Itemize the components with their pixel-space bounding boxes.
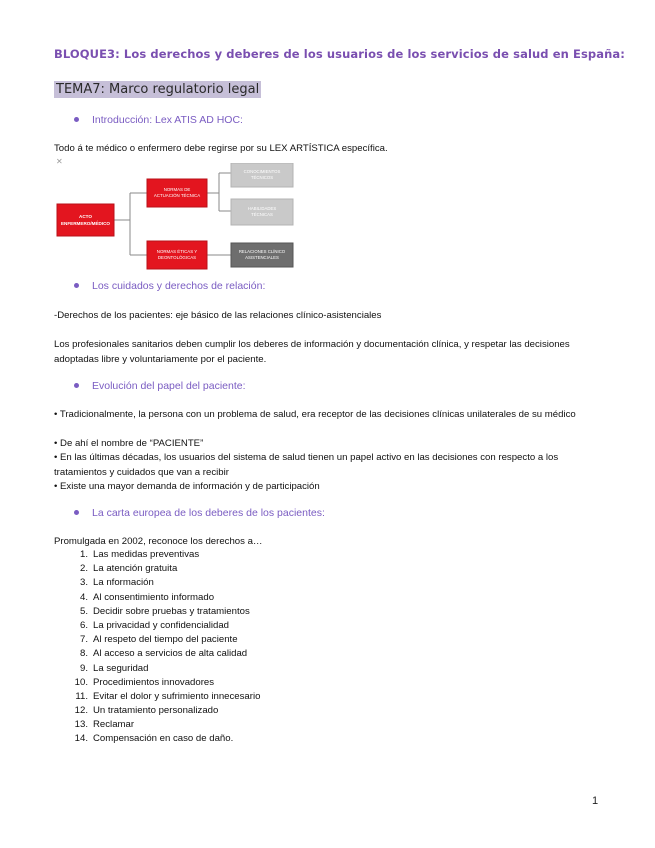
acto-diagram [54,163,304,275]
list-item: 14. Compensación en caso de daño. [74,733,234,745]
bullet-icon [74,383,79,388]
habilidades-label-2: TÉCNICAS [251,212,273,217]
list-item: 8. Al acceso a servicios de alta calidad [79,648,248,660]
evolucion-line-3: • En las últimas décadas, los usuarios del sistema de salud tienen un papel activo en las decisiones con respecto a los tratamientos y cuidados que van a recibir [54,452,559,478]
list-item: 1. Las medidas preventivas [79,549,200,560]
list-item: 2. La atención gratuita [79,563,178,575]
list-item: 9. La seguridad [79,662,149,674]
conocimientos-label-1: CONOCIMIENTOS [243,169,281,174]
intro-text: Todo á te médico o enfermero debe regirse por su LEX ARTÍSTICA específica. [54,143,388,154]
carta-heading [74,507,325,519]
normas-tecnica-label-1: NORMAS DE [163,187,191,192]
evolucion-line-2: • De ahí el nombre de “PACIENTE” [54,438,204,449]
cuidados-paragraph-1: -Derechos de los pacientes: eje básico de las relaciones clínico-asistenciales [54,310,382,321]
evolucion-line-4: • Existe una mayor demanda de información y de participación [54,481,320,492]
bullet-icon [74,283,79,288]
cuidados-heading-text: Los cuidados y derechos de relación: [92,280,266,292]
relaciones-label-2: ASISTENCIALES [245,255,279,260]
evolucion-heading [74,380,246,392]
page-number: 1 [592,795,599,807]
acto-box [57,204,114,236]
normas-eticas-label-2: DEONTOLÓGICAS [157,255,197,260]
carta-intro: Promulgada en 2002, reconoce los derechos a… [54,536,263,547]
list-item: 13. Reclamar [74,719,135,731]
evolucion-heading-text: Evolución del papel del paciente: [92,380,246,392]
close-icon: ✕ [56,157,63,166]
conocimientos-label-2: TÉCNICOS [250,175,274,180]
list-item: 12. Un tratamiento personalizado [74,705,219,717]
intro-heading [74,114,243,126]
normas-eticas-label-1: NORMAS ÉTICAS Y [156,249,198,254]
habilidades-label-1: HABILIDADES [247,206,277,211]
intro-heading-text: Introducción: Lex ATIS AD HOC: [92,114,243,126]
list-item: 10. Procedimientos innovadores [74,676,215,688]
list-item: 4. Al consentimiento informado [79,591,215,603]
acto-label-1: ACTO [79,214,92,219]
evolucion-line-1: • Tradicionalmente, la persona con un problema de salud, era receptor de las decisiones clínicas unilaterales de su médico [54,409,576,420]
carta-heading-text: La carta europea de los deberes de los pacientes: [92,507,325,519]
tema-title: TEMA7: Marco regulatorio legal [56,82,260,97]
bullet-icon [74,510,79,515]
acto-label-2: ENFERMERO/MÉDICO [60,221,111,226]
rights-list [54,548,260,747]
relaciones-label-1: RELACIONES CLÍNICO [238,249,286,254]
list-item: 5. Decidir sobre pruebas y tratamientos [79,605,250,617]
list-item: 6. La privacidad y confidencialidad [79,619,229,631]
list-item: 7. Al respeto del tiempo del paciente [79,634,238,646]
bullet-icon [74,117,79,122]
block-title: BLOQUE3: Los derechos y deberes de los usuarios de los servicios de salud en España: [54,47,625,61]
cuidados-heading [74,280,265,292]
normas-tecnica-label-2: ACTUACIÓN TÉCNICA [153,193,201,198]
list-item: 11. Evitar el dolor y sufrimiento innecesario [75,690,261,702]
cuidados-paragraph-2: Los profesionales sanitarios deben cumplir los deberes de información y documentación clínica, y respetar las decisiones adoptadas libre y voluntariamente por el paciente. [54,339,570,365]
list-item: 3. La nformación [79,577,154,589]
